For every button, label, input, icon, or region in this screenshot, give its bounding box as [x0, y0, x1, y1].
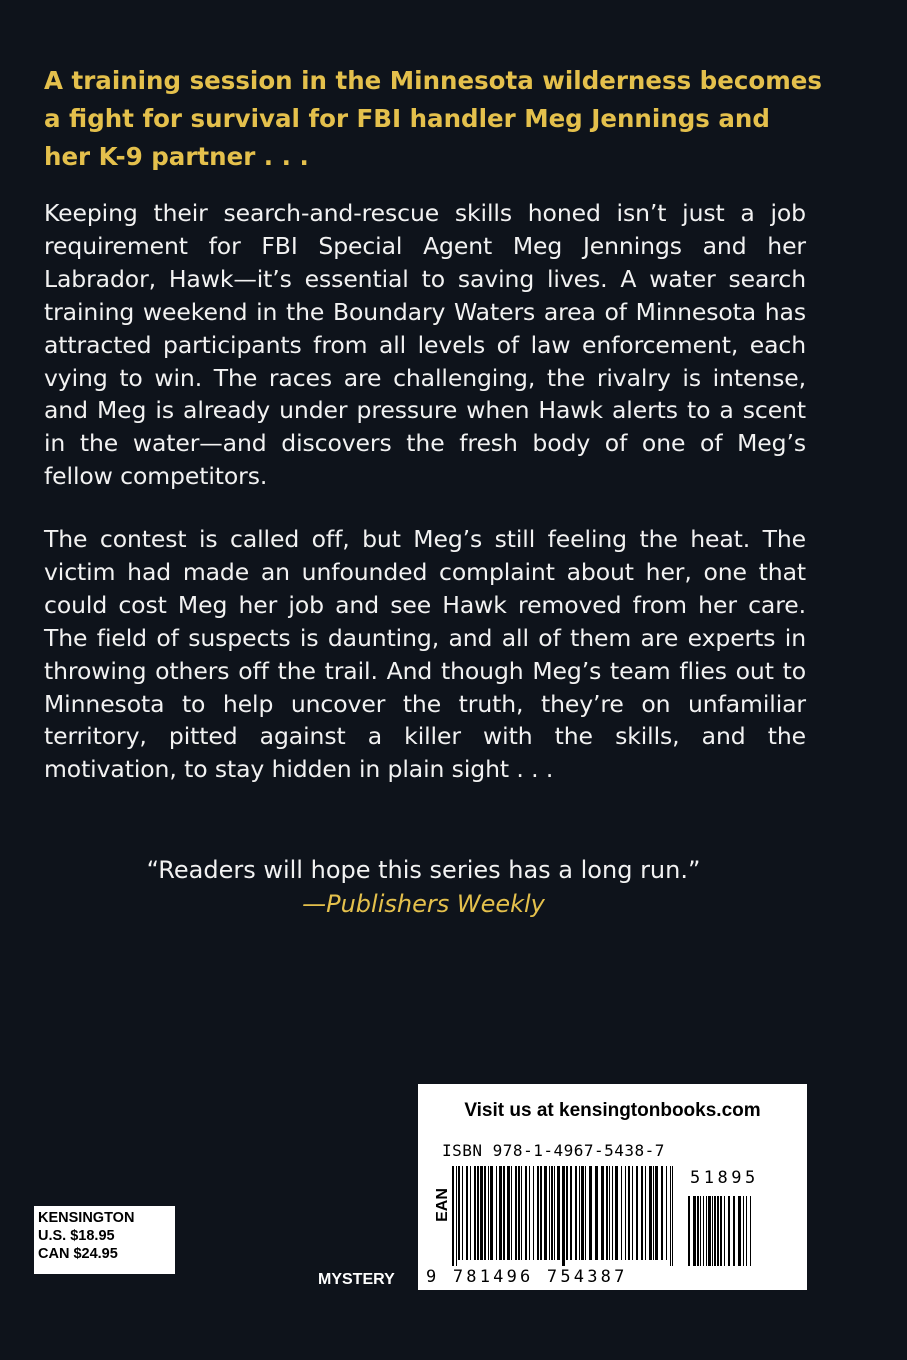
- barcode-bar: [612, 1166, 613, 1260]
- barcode-bar: [649, 1166, 652, 1260]
- barcode-bar: [470, 1166, 471, 1260]
- addon-digits: 51895: [690, 1168, 759, 1188]
- barcode-bar: [738, 1196, 741, 1266]
- barcode-bar: [688, 1196, 690, 1266]
- barcode-bar: [585, 1166, 586, 1260]
- barcode-bar: [477, 1166, 479, 1260]
- barcode-bar: [466, 1166, 468, 1260]
- barcode-bar: [641, 1166, 643, 1260]
- ean-label: EAN: [434, 1188, 451, 1222]
- barcode-bar: [728, 1196, 730, 1266]
- barcode-bar: [625, 1166, 626, 1260]
- barcode-bar: [529, 1166, 530, 1260]
- barcode-bar: [575, 1166, 577, 1260]
- barcode-bar: [706, 1196, 707, 1266]
- genre-label: MYSTERY: [318, 1271, 395, 1288]
- barcode-bar: [708, 1196, 711, 1266]
- barcode-bar: [499, 1166, 502, 1260]
- barcode-bar: [693, 1196, 696, 1266]
- barcode-bar: [720, 1196, 722, 1266]
- barcode-bar: [544, 1166, 547, 1260]
- ean-digits: 9 781496 754387: [426, 1267, 628, 1287]
- barcode-bar: [557, 1166, 560, 1260]
- barcode-bar: [717, 1196, 719, 1266]
- barcode-bar: [562, 1166, 565, 1266]
- barcode-bar: [615, 1166, 618, 1260]
- barcode-bar: [540, 1166, 542, 1260]
- barcode-bar: [632, 1166, 633, 1260]
- barcode-bar: [712, 1196, 713, 1266]
- barcode-bar: [581, 1166, 584, 1260]
- barcode-bar: [456, 1166, 457, 1266]
- barcode-bar: [589, 1166, 592, 1260]
- barcode-bar: [700, 1196, 701, 1266]
- barcode-bar: [714, 1196, 716, 1266]
- us-price: U.S. $18.95: [38, 1228, 115, 1244]
- barcode-bar: [511, 1166, 512, 1260]
- barcode-bar: [490, 1166, 493, 1260]
- barcode-box: [418, 1084, 807, 1290]
- barcode-bar: [628, 1166, 630, 1260]
- barcode-bar: [636, 1166, 638, 1260]
- barcode-bar: [666, 1166, 667, 1260]
- barcode-bar: [661, 1166, 663, 1260]
- barcode-bar: [484, 1166, 486, 1260]
- barcode-bar: [507, 1166, 510, 1260]
- barcode-bar: [724, 1196, 725, 1266]
- barcode-bar: [733, 1196, 735, 1266]
- barcode-bar: [579, 1166, 580, 1260]
- barcode-bar: [645, 1166, 646, 1260]
- review-quote: [0, 853, 907, 921]
- barcode-bar: [653, 1166, 654, 1260]
- barcode-bar: [609, 1166, 610, 1260]
- barcode-bar: [672, 1166, 673, 1266]
- barcode-bar: [570, 1166, 572, 1260]
- barcode-bar: [670, 1166, 671, 1266]
- quote-text: “Readers will hope this series has a long run.”: [146, 856, 701, 884]
- barcode-bar: [503, 1166, 505, 1260]
- barcode-bar: [750, 1196, 751, 1266]
- barcode-bar: [474, 1166, 476, 1260]
- barcode-bar: [537, 1166, 539, 1260]
- barcode-bar: [515, 1166, 517, 1260]
- quote-source: —Publishers Weekly: [302, 890, 545, 918]
- barcode-bar: [566, 1166, 568, 1260]
- barcode-bar: [496, 1166, 497, 1260]
- barcode-bar: [655, 1166, 658, 1260]
- blurb-paragraph-1: Keeping their search-and-rescue skills honed isn’t just a job requirement for FBI Special Agent Meg Jennings and her Labrador, Hawk—it’s essential to saving lives. A water search training weekend in the Boundary Waters area of Minnesota has attracted participants from all levels of law enforcement, each vying to win. The races are challenging, the rivalry is intense, and Meg is already under pressure when Hawk alerts to a scent in the water—and discovers the fresh body of one of Meg’s fellow competitors.: [44, 199, 806, 491]
- barcode-bar: [525, 1166, 527, 1260]
- barcode-bar: [458, 1166, 460, 1260]
- barcode-bar: [533, 1166, 534, 1260]
- barcode-bar: [621, 1166, 622, 1260]
- barcode-bar: [488, 1166, 489, 1260]
- blurb-headline: A training session in the Minnesota wilderness becomes a fight for survival for FBI handler Meg Jennings and her K-9 partner . . .: [44, 66, 822, 171]
- website-text: Visit us at kensingtonbooks.com: [464, 1100, 761, 1121]
- publisher-name: KENSINGTON: [38, 1210, 135, 1226]
- barcode-bar: [462, 1166, 463, 1260]
- barcode-bar: [549, 1166, 550, 1260]
- barcode-bar: [746, 1196, 747, 1266]
- blurb-paragraph-2: The contest is called off, but Meg’s still feeling the heat. The victim had made an unfounded complaint about her, one that could cost Meg her job and see Hawk removed from her care. The field of suspects is daunting, and all of them are experts in throwing others off the trail. And though Meg’s team flies out to Minnesota to help uncover the truth, they’re on unfamiliar territory, pitted against a killer with the skills, and the motivation, to stay hidden in plain sight . . .: [44, 525, 806, 784]
- barcode-bar: [518, 1166, 520, 1260]
- barcode-bar: [521, 1166, 522, 1260]
- barcode-bar: [606, 1166, 608, 1260]
- isbn-text: ISBN 978-1-4967-5438-7: [442, 1141, 665, 1160]
- barcode-bar: [452, 1166, 454, 1266]
- barcode-bar: [480, 1166, 483, 1260]
- barcode-bar: [551, 1166, 553, 1260]
- barcode-bar: [601, 1166, 604, 1260]
- price-box: [34, 1206, 175, 1274]
- barcode-bar: [554, 1166, 555, 1260]
- barcode-bar: [595, 1166, 598, 1260]
- can-price: CAN $24.95: [38, 1246, 118, 1262]
- barcode-bar: [697, 1196, 699, 1266]
- barcode-bar: [703, 1196, 704, 1266]
- barcode-bar: [743, 1196, 744, 1266]
